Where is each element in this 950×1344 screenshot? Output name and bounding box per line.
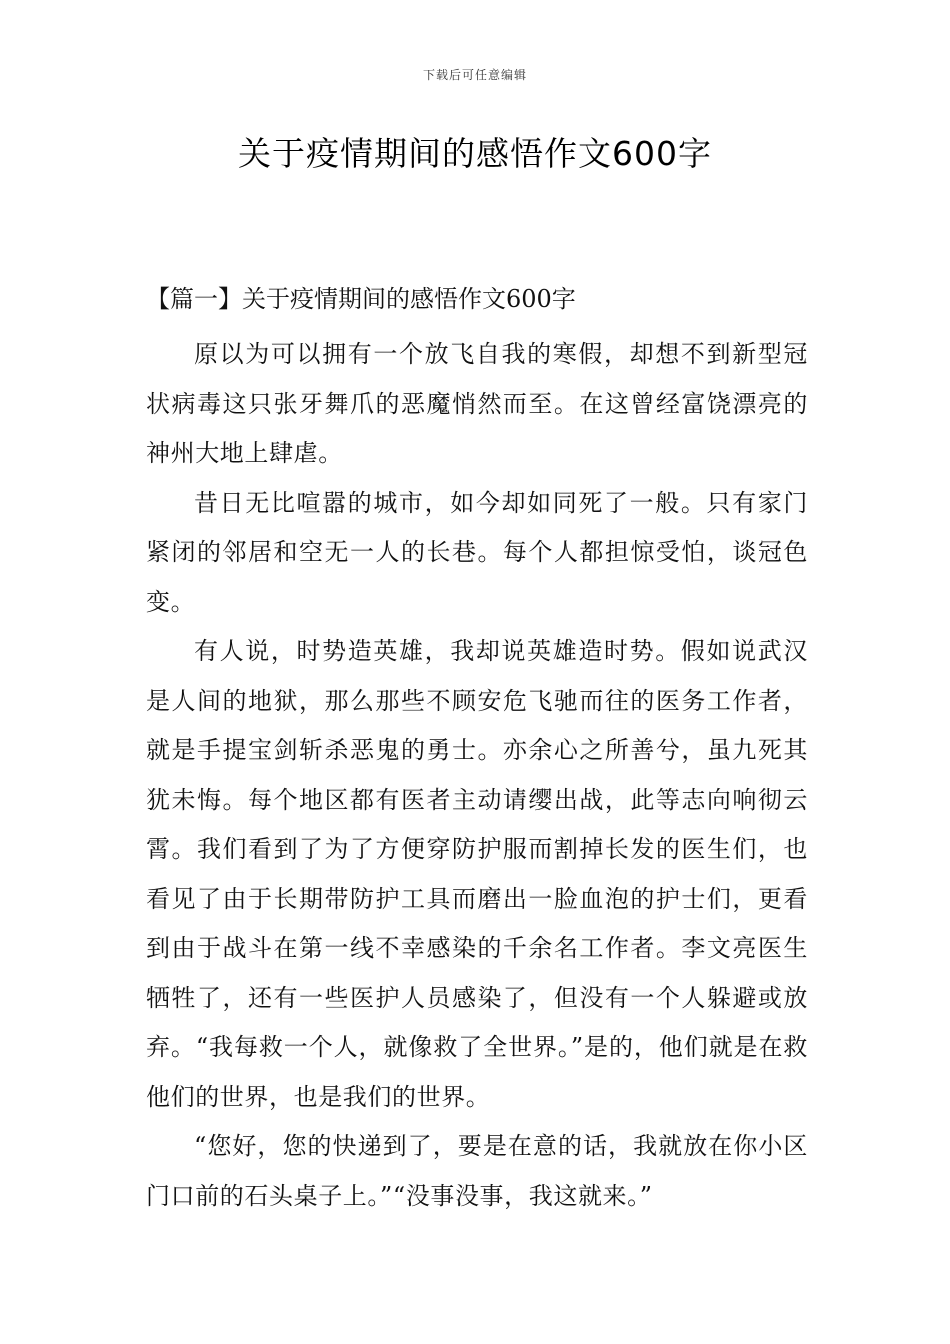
paragraph-1: 原以为可以拥有一个放飞自我的寒假，却想不到新型冠状病毒这只张牙舞爪的恶魔悄然而至。在这曾经富饶漂亮的神州大地上肆虐。 — [146, 340, 808, 467]
paragraph-2: 昔日无比喧嚣的城市，如今却如同死了一般。只有家门紧闭的邻居和空无一人的长巷。每个人都担惊受怕，谈冠色变。 — [146, 488, 808, 616]
section-heading: 【篇一】关于疫情期间的感悟作文600字 — [146, 285, 576, 313]
header-note: 下载后可任意编辑 — [422, 68, 527, 82]
paragraph-4: “您好，您的快递到了，要是在意的话，我就放在你小区门口前的石头桌子上。”“没事没事，我这就来。” — [146, 1132, 808, 1210]
document-body — [146, 280, 808, 1221]
page-title: 关于疫情期间的感悟作文600字 — [238, 134, 712, 173]
paragraph-3: 有人说，时势造英雄，我却说英雄造时势。假如说武汉是人间的地狱，那么那些不顾安危飞驰而往的医务工作者，就是手提宝剑斩杀恶鬼的勇士。亦余心之所善兮，虽九死其犹未悔。每个地区都有医者主动请缨出战，此等志向响彻云霄。我们看到了为了方便穿防护服而割掉长发的医生们，也看见了由于长期带防护工具而磨出一脸血泡的护士们，更看到由于战斗在第一线不幸感染的千余名工作者。李文亮医生牺牲了，还有一些医护人员感染了，但没有一个人躲避或放弃。“我每救一个人，就像救了全世界。”是的，他们就是在救他们的世界，也是我们的世界。 — [146, 637, 808, 1111]
